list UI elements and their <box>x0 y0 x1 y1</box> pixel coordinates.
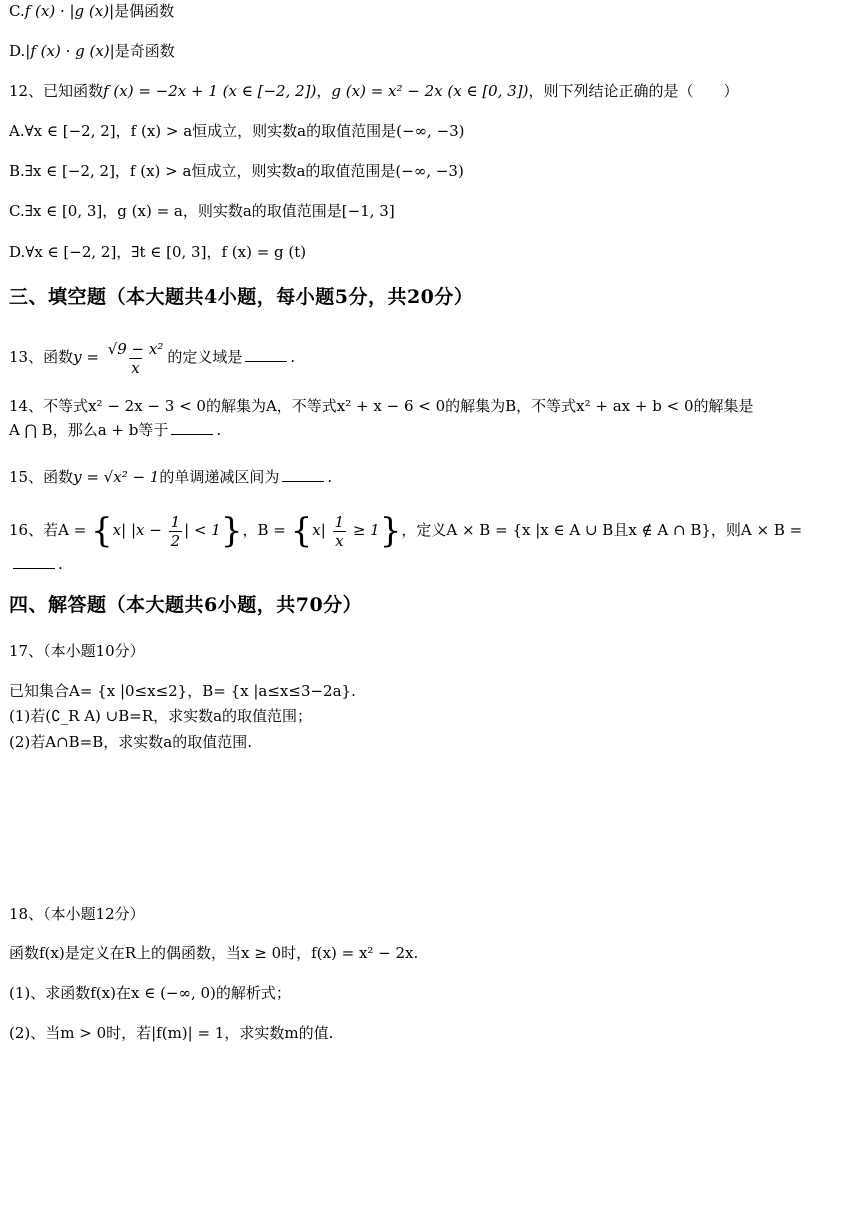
period: . <box>216 421 222 439</box>
brace-close: } <box>379 511 402 551</box>
question-text: A ⋂ B，那么a + b等于 <box>9 421 169 439</box>
separator: ， <box>316 82 332 100</box>
math-expr: y = <box>73 348 99 366</box>
question-text: 的单调递减区间为 <box>159 468 280 486</box>
question-text: ，定义A × B = {x |x ∈ A ∪ B且x ∉ A ∩ B}，则A × B = <box>401 521 803 539</box>
q17-given: 已知集合A= {x |0≤x≤2}，B= {x |a≤x≤3−2a}. <box>9 682 356 700</box>
separator: ，B = <box>242 521 291 539</box>
fraction <box>106 340 166 377</box>
q14-line1: 14、不等式x² − 2x − 3 < 0的解集为A，不等式x² + x − 6 < 0的解集为B，不等式x² + ax + b < 0的解集是 <box>9 397 754 415</box>
answer-blank[interactable] <box>171 420 213 435</box>
question-text: 的定义域是 <box>167 348 243 366</box>
q18-part2: (2)、当m > 0时，若|f(m)| = 1，求实数m的值. <box>9 1024 334 1042</box>
q12-option-c: C.∃x ∈ [0, 3]，g (x) = a，则实数a的取值范围是[−1, 3] <box>9 202 395 220</box>
question-number: 15、函数 <box>9 468 74 486</box>
math-expr: x| |x − <box>112 521 167 539</box>
math-expr: ≥ 1 <box>348 521 380 539</box>
math-expr: f (x) = −2x + 1 (x ∈ [−2, 2]) <box>103 82 317 100</box>
q15 <box>9 466 846 488</box>
question-number: 16、若A = <box>9 521 92 539</box>
fraction-numerator: √9 − x² <box>107 339 164 358</box>
math-expr: |f (x) · g (x)| <box>25 42 115 60</box>
q16 <box>9 510 846 550</box>
brace-close: } <box>220 511 243 551</box>
q17-header: 17、（本小题10分） <box>9 642 145 660</box>
section-heading-answers: 四、解答题（本大题共6小题，共70分） <box>9 594 363 616</box>
q17-part1: (1)若(∁_R A) ∪B=R，求实数a的取值范围； <box>9 707 313 725</box>
option-letter: D. <box>9 42 26 60</box>
answer-blank[interactable] <box>13 554 55 569</box>
q16-line2 <box>9 553 846 575</box>
period: . <box>58 555 63 573</box>
q17-part2: (2)若A∩B=B，求实数a的取值范围. <box>9 733 252 751</box>
q18-header: 18、（本小题12分） <box>9 905 145 923</box>
option-text: 是奇函数 <box>114 42 175 60</box>
q12-option-a: A.∀x ∈ [−2, 2]，f (x) > a恒成立，则实数a的取值范围是(−∞, −3) <box>9 122 465 140</box>
q12-stem <box>9 80 846 102</box>
q18-given: 函数f(x)是定义在R上的偶函数，当x ≥ 0时，f(x) = x² − 2x. <box>9 944 419 962</box>
q14-line2 <box>9 419 846 441</box>
answer-blank[interactable] <box>245 347 287 362</box>
question-number: 13、函数 <box>9 348 74 366</box>
brace-open: { <box>91 511 113 551</box>
fraction <box>333 513 347 550</box>
period: . <box>290 348 296 366</box>
fraction-numerator: 1 <box>334 512 345 531</box>
option-letter: C. <box>9 2 25 20</box>
fraction-denominator: x <box>335 531 344 550</box>
brace-open: { <box>290 511 313 551</box>
math-expr: y = √x² − 1 <box>73 468 160 486</box>
fraction-numerator: 1 <box>170 512 181 531</box>
question-number: 12、已知函数 <box>9 82 104 100</box>
q11-option-c <box>9 0 846 22</box>
q18-part1: (1)、求函数f(x)在x ∈ (−∞, 0)的解析式； <box>9 984 291 1002</box>
period: . <box>327 468 333 486</box>
option-text: 是偶函数 <box>114 2 175 20</box>
q12-option-b: B.∃x ∈ [−2, 2]，f (x) > a恒成立，则实数a的取值范围是(−∞, −3) <box>9 162 464 180</box>
answer-blank[interactable] <box>282 467 324 482</box>
math-expr: f (x) · |g (x)| <box>24 2 115 20</box>
q13 <box>9 335 846 379</box>
fraction <box>169 513 183 550</box>
section-heading-fill-in: 三、填空题（本大题共4小题，每小题5分，共20分） <box>9 286 474 308</box>
q12-option-d: D.∀x ∈ [−2, 2]，∃t ∈ [0, 3]，f (x) = g (t) <box>9 243 307 261</box>
math-expr: | < 1 <box>184 521 221 539</box>
math-expr: g (x) = x² − 2x (x ∈ [0, 3]) <box>331 82 529 100</box>
q11-option-d <box>9 40 846 62</box>
fraction-denominator: x <box>131 358 140 377</box>
math-expr: x| <box>312 521 331 539</box>
question-tail: ，则下列结论正确的是（ ） <box>528 82 739 100</box>
fraction-denominator: 2 <box>170 531 181 550</box>
